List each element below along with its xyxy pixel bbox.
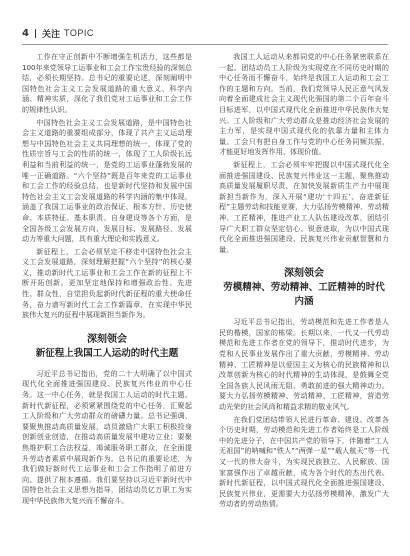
section-heading-top: 深刻领会 [87, 333, 127, 345]
left-column [22, 52, 192, 509]
section-heading-top: 深刻领会 [284, 268, 324, 280]
section-label: 关注 [41, 29, 60, 40]
section-heading-main: 新征程上我国工人运动的时代主题 [35, 347, 179, 359]
paragraph: 新征程上，工会必须坚定不移走中国特色社会主义工会发展道路，深刻理解把握“六个坚持”的核心要义，推动新时代工运事业和工会工作在新的征程上不断开拓创新。更加坚定地保持和增强政治性、先进性、群众性，自觉担负起新时代新征程的重大使命任务，奋力谱写新时代工会工作新篇章，在实现中华民族伟大复兴的征程中展现新担当新作为。 [22, 246, 192, 320]
page-number: 4 [22, 27, 29, 39]
right-column [219, 52, 389, 512]
paragraph: 我国工人运动从来都同党的中心任务紧密联系在一起。团结动员工人阶级为实现党在不同历史时期的中心任务而不懈奋斗，始终是我国工人运动和工会工作的主题和方向。当前，我们党领导人民正意气风发向着全面建成社会主义现代化强国的第二个百年奋斗目标进军，以中国式现代化全面推进中华民族伟大复兴。工人阶级和广大劳动群众是推动经济社会发展的主力军，是实现中国式现代化的依靠力量和主体力量。工会只有把自身工作与党的中心任务同频共振，才能更好地发挥作用、体现价值。 [219, 52, 389, 157]
section-heading [22, 333, 192, 361]
topic-label: TOPIC [63, 28, 94, 38]
paragraph: 习近平总书记指出，劳动模范和先进工作者是人民的楷模，国家的栋梁。长期以来，一代又一代劳动模范和先进工作者在党的领导下，推动时代进步，为党和人民事业发展作出了重大贡献，劳模精神、劳动精神、工匠精神是以爱国主义为核心的民族精神和以改革创新为核心的时代精神的生动体现，是鼓舞全党全国各族人民风雨无阻、勇敢前进的强大精神动力。要大力弘扬劳模精神、劳动精神、工匠精神，营造劳动光荣的社会风尚和精益求精的敬业风气。 [219, 317, 389, 412]
paragraph: 中国特色社会主义工会发展道路，是中国特色社会主义道路的重要组成部分，体现了共产主义运动理想与中国特色社会主义共同理想的统一，体现了党的性质宗旨与工会的性质的统一，体现了工人阶级长远利益和当前利益的统一，是党的工运事业蓬勃发展的唯一正确道路。“六个坚持”既是百年来党的工运事业和工会工作的经验总结，也是新时代坚持和发展中国特色社会主义工会发展道路的科学内涵的集中体现，涵盖了我国工运事业的政治保证、根本方针、历史使命、本质特征、基本职责、自身建设等各个方面，是全国各级工会发展方向、发展目标、发展路径、发展动力等重大问题，具有重大理论和实践意义。 [22, 117, 192, 244]
paragraph: 新征程上，工会必须牢牢把握以中国式现代化全面推进强国建设、民族复兴伟业这一主题，聚焦推动高质量发展履职尽责，在加快发展新质生产力中展现新担当新作为，深入开展“建功‘十四五’、奋进新征程”主题劳动和技能竞赛，大力弘扬劳模精神、劳动精神、工匠精神，推进产业工人队伍建设改革，团结引导广大职工群众坚定信心、锐意进取，为以中国式现代化全面推进强国建设、民族复兴伟业贡献智慧和力量。 [219, 159, 389, 254]
paragraph: 习近平总书记指出，党的二十大明确了以中国式现代化全面推进强国建设、民族复兴伟业的中心任务。这一中心任务，就是我国工人运动的时代主题。新时代新征程，必须紧紧围绕党的中心任务，汇聚起工人阶级和广大劳动群众的磅礴力量。总书记强调，要聚焦推动高质量发展，动员激励广大职工积极投身创新创业创造，在推动高质量发展中建功立业；要聚焦维护职工合法权益，竭诚服务职工群众，在全面提升劳动者素质中展现新作为。总书记的重要论述，为我们做好新时代工运事业和工会工作指明了前进方向、提供了根本遵循。我们要坚持以习近平新时代中国特色社会主义思想为指导，团结动员亿万职工为实现中华民族伟大复兴而不懈奋斗。 [22, 368, 192, 505]
header-divider [35, 29, 36, 38]
page-header [22, 26, 94, 40]
paragraph: 在我们党团结带领人民进行革命、建设、改革各个历史时期，劳动模范和先进工作者始终是工人阶级中的先进分子，在中国共产党的领导下，伴随着“工人无祖国”的呐喊和“铁人”“两弹一星”“载人航天”等一代又一代的伟大奋斗，为实现民族独立、人民解放、国家富强作出了卓越贡献，成为各个时代的杰出代表。新时代新征程，以中国式现代化全面推进强国建设、民族复兴伟业，更需要大力弘扬劳模精神，激发广大劳动者的劳动热情。 [219, 414, 389, 509]
section-heading [219, 267, 389, 309]
section-heading-main: 劳模精神、劳动精神、工匠精神的时代内涵 [223, 282, 385, 308]
header-rule [22, 44, 388, 45]
paragraph: 工作在守正创新中不断增强生机活力，这些都是100年来党领导工运事业和工会工作宝贵经验的深刻总结，必须长期坚持。总书记的重要论述，深刻阐明中国特色社会主义工会发展道路的重大意义、科学内涵、精神实质，深化了我们党对工运事业和工会工作的规律性认识。 [22, 52, 192, 114]
